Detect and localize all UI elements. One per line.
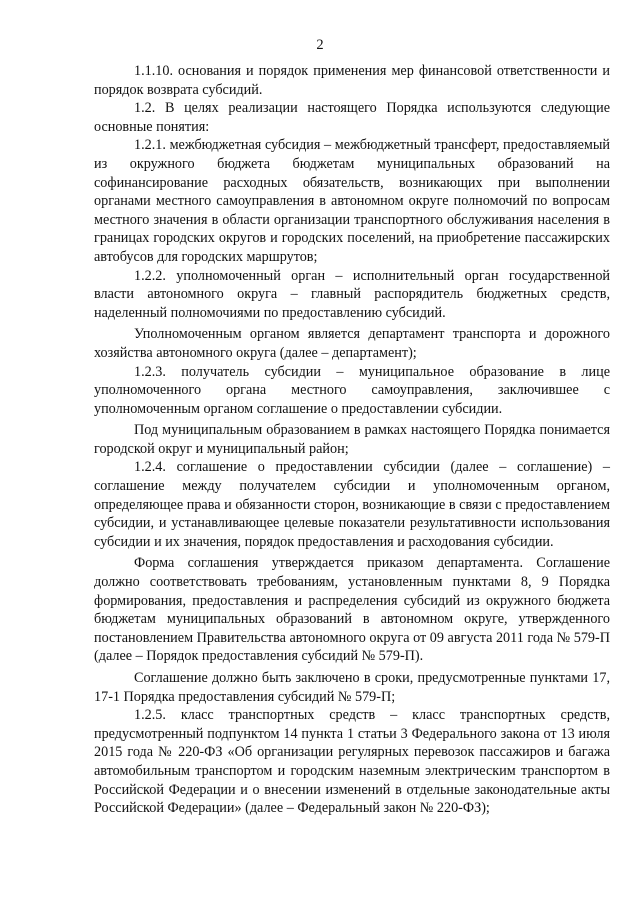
document-body: [94, 62, 610, 818]
paragraph-1-2-4: 1.2.4. соглашение о предоставлении субсидии (далее – соглашение) – соглашение между получателем субсидии и уполномоченным органом, определяющее права и обязанности сторон, возникающие в связи с предоставлением субсидии, и устанавливающее целевые показатели результативности использования субсидии и их значения, порядок предоставления и расходования субсидии.: [94, 459, 610, 550]
paragraph-1-1-10: 1.1.10. основания и порядок применения мер финансовой ответственности и порядок возврата субсидий.: [94, 63, 610, 98]
paragraph-authorized-body: Уполномоченным органом является департамент транспорта и дорожного хозяйства автономного округа (далее – департамент);: [94, 326, 610, 361]
paragraph-1-2-3: 1.2.3. получатель субсидии – муниципальное образование в лице уполномоченного органа местного самоуправления, заключившее с уполномоченным органом соглашение о предоставлении субсидии.: [94, 363, 610, 417]
paragraph-agreement-terms: Соглашение должно быть заключено в сроки, предусмотренные пунктами 17, 17-1 Порядка предоставления субсидий № 579-П;: [94, 670, 610, 705]
paragraph-agreement-form: Форма соглашения утверждается приказом департамента. Соглашение должно соответствовать требованиям, установленным пунктами 8, 9 Порядка формирования, предоставления и распределения субсидий из окружного бюджета бюджетам муниципальных образований в автономном округе, утвержденного постановлением Правительства автономного округа от 09 августа 2011 года № 579-П (далее – Порядок предоставления субсидий № 579-П).: [94, 555, 610, 665]
paragraph-1-2-5: 1.2.5. класс транспортных средств – класс транспортных средств, предусмотренный подпунктом 14 пункта 1 статьи 3 Федерального закона от 13 июля 2015 года № 220-ФЗ «Об организации регулярных перевозок пассажиров и багажа автомобильным транспортом и городским наземным электрическим транспортом в Российской Федерации и о внесении изменений в отдельные законодательные акты Российской Федерации» (далее – Федеральный закон № 220-ФЗ);: [94, 707, 610, 817]
paragraph-1-2-2: 1.2.2. уполномоченный орган – исполнительный орган государственной власти автономного округа – главный распорядитель бюджетных средств, наделенный полномочиями по предоставлению субсидий.: [94, 267, 610, 321]
paragraph-municipality-definition: Под муниципальным образованием в рамках настоящего Порядка понимается городской округ и муниципальный район;: [94, 422, 610, 457]
paragraph-1-2: 1.2. В целях реализации настоящего Порядка используются следующие основные понятия:: [94, 100, 610, 135]
page-number: 2: [316, 37, 324, 53]
paragraph-1-2-1: 1.2.1. межбюджетная субсидия – межбюджетный трансферт, предоставляемый из окружного бюджета бюджетам муниципальных образований на софинансирование расходных обязательств, возникающих при выполнении органами местного самоуправления в автономном округе полномочий по вопросам местного значения в области организации транспортного обслуживания населения в границах городских округов и городских поселений, на приобретение пассажирских автобусов для городских маршрутов;: [94, 137, 610, 265]
